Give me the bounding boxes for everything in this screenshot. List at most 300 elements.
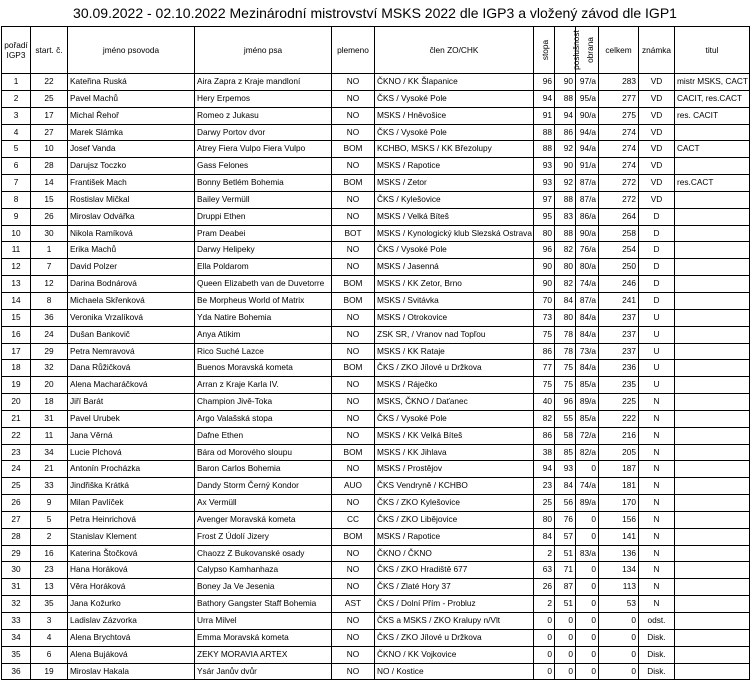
cell-pes: Darwy Portov dvor xyxy=(195,124,332,141)
table-row xyxy=(2,629,750,646)
cell-start: 33 xyxy=(31,478,68,495)
cell-titul xyxy=(675,629,750,646)
cell-poslusnost: 84 xyxy=(555,478,576,495)
cell-pes: Dandy Storm Černý Kondor xyxy=(195,478,332,495)
cell-clen: ČKNO / KK Vojkovice xyxy=(375,646,534,663)
cell-titul xyxy=(675,444,750,461)
header-stopa-label: stopa xyxy=(540,39,551,61)
cell-pes: Bára od Morového sloupu xyxy=(195,444,332,461)
cell-stopa: 0 xyxy=(534,613,555,630)
cell-start: 19 xyxy=(31,663,68,680)
cell-celkem: 113 xyxy=(599,579,639,596)
cell-plemeno: NO xyxy=(332,90,375,107)
cell-clen: MSKS / KK Rataje xyxy=(375,343,534,360)
cell-clen: KCHBO, MSKS / KK Březolupy xyxy=(375,141,534,158)
cell-stopa: 90 xyxy=(534,276,555,293)
cell-poslusnost: 86 xyxy=(555,124,576,141)
cell-obrana: 85/a xyxy=(576,377,599,394)
cell-titul xyxy=(675,208,750,225)
cell-poradi: 8 xyxy=(2,191,31,208)
cell-celkem: 272 xyxy=(599,191,639,208)
cell-obrana: 85/a xyxy=(576,410,599,427)
cell-titul: CACIT, res.CACT xyxy=(675,90,750,107)
cell-titul xyxy=(675,545,750,562)
cell-stopa: 70 xyxy=(534,292,555,309)
cell-titul xyxy=(675,124,750,141)
table-row xyxy=(2,646,750,663)
cell-poradi: 2 xyxy=(2,90,31,107)
table-row xyxy=(2,141,750,158)
cell-psovod: Alena Macharáčková xyxy=(68,377,195,394)
cell-celkem: 205 xyxy=(599,444,639,461)
cell-pes: Bonny Betlém Bohemia xyxy=(195,175,332,192)
cell-titul: CACT xyxy=(675,141,750,158)
cell-poslusnost: 71 xyxy=(555,562,576,579)
cell-celkem: 254 xyxy=(599,242,639,259)
cell-start: 1 xyxy=(31,242,68,259)
cell-celkem: 246 xyxy=(599,276,639,293)
cell-pes: Yda Natire Bohemia xyxy=(195,309,332,326)
cell-poslusnost: 75 xyxy=(555,377,576,394)
cell-psovod: Lucie Plchová xyxy=(68,444,195,461)
cell-poslusnost: 90 xyxy=(555,158,576,175)
cell-obrana: 89/a xyxy=(576,495,599,512)
cell-clen: MSKS / Ráječko xyxy=(375,377,534,394)
cell-stopa: 80 xyxy=(534,511,555,528)
cell-plemeno: BOT xyxy=(332,225,375,242)
table-row xyxy=(2,276,750,293)
cell-plemeno: NO xyxy=(332,629,375,646)
cell-pes: Chaozz Z Bukovanské osady xyxy=(195,545,332,562)
cell-clen: MSKS / Otrokovice xyxy=(375,309,534,326)
header-clen: člen ZO/CHK xyxy=(375,27,534,74)
cell-stopa: 73 xyxy=(534,309,555,326)
cell-znamka: D xyxy=(639,208,675,225)
cell-celkem: 156 xyxy=(599,511,639,528)
cell-clen: MSKS / Hněvošice xyxy=(375,107,534,124)
cell-celkem: 0 xyxy=(599,629,639,646)
cell-poslusnost: 57 xyxy=(555,528,576,545)
cell-pes: Queen Elizabeth van de Duvetorre xyxy=(195,276,332,293)
cell-start: 34 xyxy=(31,444,68,461)
cell-obrana: 0 xyxy=(576,629,599,646)
cell-obrana: 80/a xyxy=(576,259,599,276)
cell-poslusnost: 94 xyxy=(555,107,576,124)
cell-poslusnost: 80 xyxy=(555,259,576,276)
cell-pes: Rico Suché Lazce xyxy=(195,343,332,360)
cell-psovod: Hana Horáková xyxy=(68,562,195,579)
header-obrana-label: obrana xyxy=(584,37,595,63)
cell-pes: Pram Deabei xyxy=(195,225,332,242)
cell-znamka: VD xyxy=(639,175,675,192)
cell-obrana: 87/a xyxy=(576,292,599,309)
cell-obrana: 74/a xyxy=(576,276,599,293)
cell-celkem: 237 xyxy=(599,343,639,360)
cell-obrana: 0 xyxy=(576,528,599,545)
cell-znamka: U xyxy=(639,326,675,343)
cell-clen: MSKS / Prostějov xyxy=(375,461,534,478)
cell-psovod: Darujsz Toczko xyxy=(68,158,195,175)
table-row xyxy=(2,377,750,394)
cell-plemeno: CC xyxy=(332,511,375,528)
cell-poradi: 14 xyxy=(2,292,31,309)
cell-poslusnost: 78 xyxy=(555,326,576,343)
cell-start: 35 xyxy=(31,596,68,613)
cell-start: 11 xyxy=(31,427,68,444)
cell-poradi: 35 xyxy=(2,646,31,663)
cell-znamka: VD xyxy=(639,107,675,124)
cell-plemeno: AST xyxy=(332,596,375,613)
table-row xyxy=(2,191,750,208)
cell-poslusnost: 90 xyxy=(555,74,576,91)
cell-plemeno: BOM xyxy=(332,175,375,192)
cell-znamka: N xyxy=(639,562,675,579)
cell-plemeno: NO xyxy=(332,427,375,444)
cell-celkem: 136 xyxy=(599,545,639,562)
table-row xyxy=(2,444,750,461)
cell-celkem: 170 xyxy=(599,495,639,512)
cell-poradi: 25 xyxy=(2,478,31,495)
table-row xyxy=(2,528,750,545)
cell-clen: NO / Kostice xyxy=(375,663,534,680)
cell-stopa: 77 xyxy=(534,360,555,377)
cell-poradi: 36 xyxy=(2,663,31,680)
table-row xyxy=(2,596,750,613)
cell-plemeno: NO xyxy=(332,663,375,680)
cell-pes: Buenos Moravská kometa xyxy=(195,360,332,377)
cell-poslusnost: 56 xyxy=(555,495,576,512)
cell-poslusnost: 93 xyxy=(555,461,576,478)
cell-start: 18 xyxy=(31,394,68,411)
cell-poradi: 28 xyxy=(2,528,31,545)
cell-stopa: 23 xyxy=(534,478,555,495)
cell-obrana: 0 xyxy=(576,646,599,663)
header-psovod: jméno psovoda xyxy=(68,27,195,74)
cell-obrana: 84/a xyxy=(576,326,599,343)
cell-obrana: 0 xyxy=(576,663,599,680)
cell-stopa: 88 xyxy=(534,124,555,141)
cell-start: 12 xyxy=(31,276,68,293)
cell-pes: Arran z Kraje Karla IV. xyxy=(195,377,332,394)
cell-start: 4 xyxy=(31,629,68,646)
table-row xyxy=(2,225,750,242)
cell-pes: Hery Erpemos xyxy=(195,90,332,107)
cell-pes: Aira Zapra z Kraje mandloní xyxy=(195,74,332,91)
header-poradi: pořadí IGP3 xyxy=(2,27,31,74)
table-body xyxy=(2,74,750,680)
cell-obrana: 82/a xyxy=(576,444,599,461)
cell-plemeno: NO xyxy=(332,74,375,91)
cell-obrana: 76/a xyxy=(576,242,599,259)
cell-psovod: Alena Bujáková xyxy=(68,646,195,663)
cell-psovod: Věra Horáková xyxy=(68,579,195,596)
cell-stopa: 0 xyxy=(534,646,555,663)
cell-poslusnost: 51 xyxy=(555,596,576,613)
cell-plemeno: NO xyxy=(332,646,375,663)
cell-znamka: N xyxy=(639,461,675,478)
cell-plemeno: NO xyxy=(332,377,375,394)
cell-poradi: 7 xyxy=(2,175,31,192)
cell-titul xyxy=(675,394,750,411)
cell-stopa: 82 xyxy=(534,410,555,427)
cell-stopa: 80 xyxy=(534,225,555,242)
cell-stopa: 2 xyxy=(534,545,555,562)
cell-titul xyxy=(675,158,750,175)
cell-clen: ČKS / ZKO Hradiště 677 xyxy=(375,562,534,579)
cell-obrana: 83/a xyxy=(576,545,599,562)
cell-clen: MSKS / KK Velká Bíteš xyxy=(375,427,534,444)
cell-start: 17 xyxy=(31,107,68,124)
cell-stopa: 93 xyxy=(534,175,555,192)
cell-pes: Champion Jivě-Toka xyxy=(195,394,332,411)
cell-poradi: 29 xyxy=(2,545,31,562)
table-row xyxy=(2,208,750,225)
cell-psovod: Katerina Štočková xyxy=(68,545,195,562)
cell-celkem: 53 xyxy=(599,596,639,613)
cell-psovod: Ladislav Zázvorka xyxy=(68,613,195,630)
cell-pes: Darwy Helipeky xyxy=(195,242,332,259)
header-celkem: celkem xyxy=(599,27,639,74)
cell-stopa: 97 xyxy=(534,191,555,208)
cell-znamka: N xyxy=(639,528,675,545)
header-stopa xyxy=(534,27,555,74)
cell-pes: Atrey Fiera Vulpo Fiera Vulpo xyxy=(195,141,332,158)
cell-znamka: N xyxy=(639,579,675,596)
results-table xyxy=(1,26,750,680)
cell-titul xyxy=(675,646,750,663)
cell-plemeno: NO xyxy=(332,410,375,427)
header-start: start. č. xyxy=(31,27,68,74)
cell-clen: ČKS / ZKO Kylešovice xyxy=(375,495,534,512)
cell-celkem: 216 xyxy=(599,427,639,444)
cell-psovod: Veronika Vrzalíková xyxy=(68,309,195,326)
cell-obrana: 90/a xyxy=(576,225,599,242)
cell-clen: MSKS, ČKNO / Daťanec xyxy=(375,394,534,411)
cell-clen: MSKS / KK Zetor, Brno xyxy=(375,276,534,293)
cell-poslusnost: 78 xyxy=(555,343,576,360)
cell-start: 6 xyxy=(31,646,68,663)
cell-znamka: N xyxy=(639,495,675,512)
table-row xyxy=(2,562,750,579)
cell-celkem: 277 xyxy=(599,90,639,107)
cell-titul xyxy=(675,343,750,360)
cell-start: 3 xyxy=(31,613,68,630)
cell-plemeno: BOM xyxy=(332,292,375,309)
table-row xyxy=(2,461,750,478)
cell-start: 31 xyxy=(31,410,68,427)
cell-pes: ZEKY MORAVIA ARTEX xyxy=(195,646,332,663)
table-row xyxy=(2,579,750,596)
cell-psovod: Petra Heinrichová xyxy=(68,511,195,528)
cell-plemeno: NO xyxy=(332,495,375,512)
cell-poradi: 34 xyxy=(2,629,31,646)
cell-psovod: Dana Růžičková xyxy=(68,360,195,377)
cell-poradi: 10 xyxy=(2,225,31,242)
cell-plemeno: NO xyxy=(332,394,375,411)
cell-plemeno: NO xyxy=(332,613,375,630)
cell-poradi: 23 xyxy=(2,444,31,461)
cell-poradi: 9 xyxy=(2,208,31,225)
cell-psovod: Jiří Barát xyxy=(68,394,195,411)
header-plemeno: plemeno xyxy=(332,27,375,74)
cell-titul xyxy=(675,613,750,630)
table-row xyxy=(2,427,750,444)
cell-start: 26 xyxy=(31,208,68,225)
cell-plemeno: NO xyxy=(332,208,375,225)
cell-obrana: 91/a xyxy=(576,158,599,175)
cell-znamka: VD xyxy=(639,124,675,141)
cell-znamka: D xyxy=(639,242,675,259)
cell-psovod: Petra Nemravová xyxy=(68,343,195,360)
cell-celkem: 275 xyxy=(599,107,639,124)
cell-obrana: 0 xyxy=(576,461,599,478)
cell-titul: res.CACT xyxy=(675,175,750,192)
cell-titul xyxy=(675,225,750,242)
cell-stopa: 94 xyxy=(534,90,555,107)
cell-clen: ČKS / Vysoké Pole xyxy=(375,90,534,107)
header-row xyxy=(2,27,750,74)
cell-psovod: Michaela Skřenková xyxy=(68,292,195,309)
cell-poradi: 33 xyxy=(2,613,31,630)
cell-poslusnost: 82 xyxy=(555,276,576,293)
cell-znamka: VD xyxy=(639,141,675,158)
table-row xyxy=(2,495,750,512)
cell-znamka: N xyxy=(639,545,675,562)
cell-obrana: 94/a xyxy=(576,124,599,141)
header-pes: jméno psa xyxy=(195,27,332,74)
table-row xyxy=(2,292,750,309)
cell-plemeno: NO xyxy=(332,158,375,175)
cell-plemeno: NO xyxy=(332,343,375,360)
header-poslusnost xyxy=(555,27,581,74)
cell-znamka: N xyxy=(639,511,675,528)
cell-plemeno: NO xyxy=(332,562,375,579)
cell-stopa: 91 xyxy=(534,107,555,124)
cell-poslusnost: 88 xyxy=(555,90,576,107)
cell-stopa: 88 xyxy=(534,141,555,158)
cell-stopa: 40 xyxy=(534,394,555,411)
cell-celkem: 222 xyxy=(599,410,639,427)
cell-clen: ČKS / Kylešovice xyxy=(375,191,534,208)
header-titul: titul xyxy=(675,27,750,74)
cell-poslusnost: 87 xyxy=(555,579,576,596)
cell-titul xyxy=(675,461,750,478)
table-row xyxy=(2,511,750,528)
cell-celkem: 235 xyxy=(599,377,639,394)
cell-znamka: VD xyxy=(639,74,675,91)
table-row xyxy=(2,158,750,175)
cell-poslusnost: 0 xyxy=(555,646,576,663)
cell-psovod: Kateřina Ruská xyxy=(68,74,195,91)
cell-psovod: Jana Věrná xyxy=(68,427,195,444)
cell-celkem: 0 xyxy=(599,613,639,630)
cell-titul xyxy=(675,478,750,495)
cell-plemeno: BOM xyxy=(332,444,375,461)
cell-obrana: 73/a xyxy=(576,343,599,360)
cell-pes: Frost Z Údolí Jizery xyxy=(195,528,332,545)
table-row xyxy=(2,90,750,107)
cell-obrana: 87/a xyxy=(576,191,599,208)
cell-znamka: U xyxy=(639,360,675,377)
cell-znamka: U xyxy=(639,377,675,394)
cell-titul xyxy=(675,326,750,343)
cell-titul xyxy=(675,292,750,309)
cell-clen: MSKS / Zetor xyxy=(375,175,534,192)
cell-clen: ZSK SR, / Vranov nad Topľou xyxy=(375,326,534,343)
header-znamka: známka xyxy=(639,27,675,74)
cell-titul xyxy=(675,579,750,596)
cell-celkem: 274 xyxy=(599,158,639,175)
page-title: 30.09.2022 - 02.10.2022 Mezinárodní mistrovství MSKS 2022 dle IGP3 a vložený závod dle IGP1 xyxy=(73,5,677,21)
cell-celkem: 283 xyxy=(599,74,639,91)
cell-titul xyxy=(675,191,750,208)
cell-obrana: 74/a xyxy=(576,478,599,495)
cell-psovod: David Polzer xyxy=(68,259,195,276)
cell-psovod: František Mach xyxy=(68,175,195,192)
cell-plemeno: NO xyxy=(332,309,375,326)
cell-znamka: VD xyxy=(639,158,675,175)
cell-start: 8 xyxy=(31,292,68,309)
cell-titul xyxy=(675,410,750,427)
cell-titul xyxy=(675,511,750,528)
cell-stopa: 0 xyxy=(534,663,555,680)
table-row xyxy=(2,309,750,326)
cell-titul xyxy=(675,377,750,394)
cell-psovod: Nikola Ramíková xyxy=(68,225,195,242)
cell-celkem: 236 xyxy=(599,360,639,377)
cell-psovod: Miroslav Hakala xyxy=(68,663,195,680)
table-row xyxy=(2,259,750,276)
cell-psovod: Erika Machů xyxy=(68,242,195,259)
cell-obrana: 94/a xyxy=(576,141,599,158)
cell-poradi: 20 xyxy=(2,394,31,411)
cell-obrana: 86/a xyxy=(576,208,599,225)
cell-plemeno: BOM xyxy=(332,360,375,377)
cell-psovod: Pavel Urubek xyxy=(68,410,195,427)
cell-pes: Ella Poldarom xyxy=(195,259,332,276)
cell-poradi: 17 xyxy=(2,343,31,360)
cell-pes: Bailey Vermüll xyxy=(195,191,332,208)
cell-plemeno: NO xyxy=(332,461,375,478)
cell-stopa: 84 xyxy=(534,528,555,545)
cell-poradi: 21 xyxy=(2,410,31,427)
cell-celkem: 274 xyxy=(599,124,639,141)
cell-clen: MSKS / KK Jihlava xyxy=(375,444,534,461)
cell-znamka: U xyxy=(639,309,675,326)
cell-poslusnost: 84 xyxy=(555,292,576,309)
cell-titul: mistr MSKS, CACT xyxy=(675,74,750,91)
cell-clen: ČKNO / ČKNO xyxy=(375,545,534,562)
cell-titul xyxy=(675,663,750,680)
table-row xyxy=(2,124,750,141)
cell-titul xyxy=(675,528,750,545)
cell-pes: Boney Ja Ve Jesenia xyxy=(195,579,332,596)
cell-clen: ČKS / Vysoké Pole xyxy=(375,124,534,141)
cell-znamka: Disk. xyxy=(639,663,675,680)
cell-start: 23 xyxy=(31,562,68,579)
cell-start: 24 xyxy=(31,326,68,343)
cell-celkem: 181 xyxy=(599,478,639,495)
cell-obrana: 0 xyxy=(576,511,599,528)
cell-clen: ČKS / Zlaté Hory 37 xyxy=(375,579,534,596)
cell-clen: ČKS / Dolní Přím - Probluz xyxy=(375,596,534,613)
cell-clen: ČKS / Vysoké Pole xyxy=(375,410,534,427)
cell-poslusnost: 58 xyxy=(555,427,576,444)
cell-poradi: 24 xyxy=(2,461,31,478)
cell-celkem: 0 xyxy=(599,646,639,663)
cell-psovod: Jindřiška Krátká xyxy=(68,478,195,495)
cell-clen: ČKNO / KK Šlapanice xyxy=(375,74,534,91)
